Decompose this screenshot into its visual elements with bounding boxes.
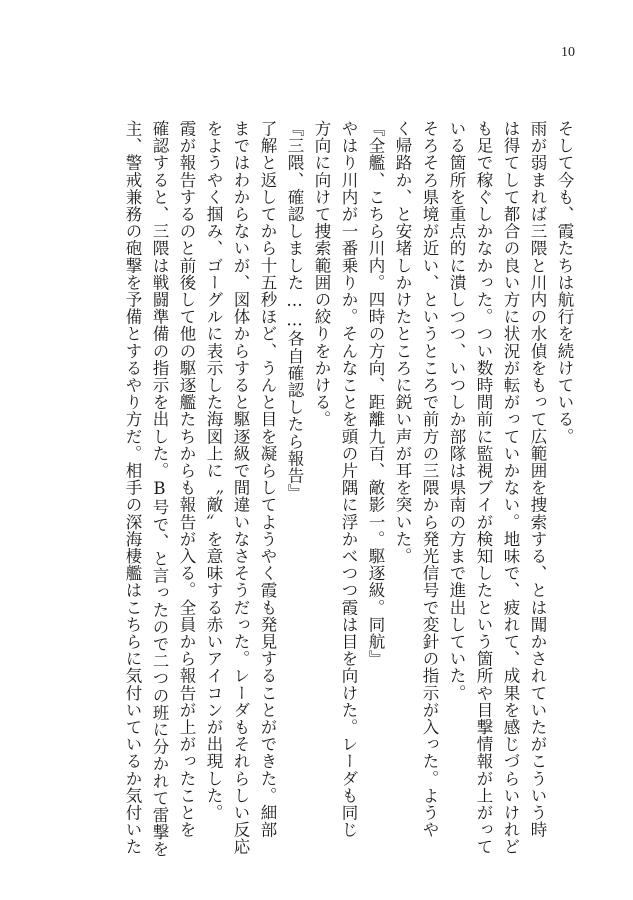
text-line: 雨が弱まれば三隈と川内の水偵をもって広範囲を捜索する、とは聞かされていたがこういう時 [528,120,547,839]
text-line: いる箇所を重点的に潰しつつ、いつしか部隊は県南の方まで進出していた。 [447,120,466,702]
text-line: そして今も、霞たちは航行を続けている。 [555,120,574,445]
text-line: 了解と返してから十五秒ほど、うんと目を凝らしてようやく霞も発見することができた。細部 [258,120,277,839]
text-line: 確認すると、三隈は戦闘準備の指示を出した。B号で、と言ったので二つの班に分かれて雷撃を [150,120,169,858]
page-number: 10 [561,45,575,60]
text-line: まではわからないが、図体からすると駆逐級で間違いなさそうだった。レーダもそれらしい反応 [231,120,250,856]
text-line: 『全艦、こちら川内。四時の方向、距離九百、敵影一。駆逐級。同航』 [366,120,385,668]
text-line: 『三隈、確認しました……各自確認したら報告』 [285,120,304,502]
text-line: 霞が報告するのと前後して他の駆逐艦たちからも報告が入る。全員から報告が上がったことを [177,120,196,839]
text-line: をようやく掴み、ゴーグルに表示した海図上に〝敵〟を意味する赤いアイコンが出現した。 [204,120,223,822]
text-line: 主、警戒兼務の砲撃を予備とするやり方だ。相手の深海棲艦はこちらに気付いているか気付いた [123,120,142,856]
text-line: 方向に向けて捜索範囲の絞りをかける。 [312,120,331,428]
text-line: は得てして都合の良い方に状況が転がっていかない。地味で、疲れて、成果を感じづらいけれど [501,120,520,856]
text-line: そろそろ県境が近い、というところで前方の三隈から発光信号で変針の指示が入った。ようや [420,120,439,839]
text-line: やはり川内が一番乗りか。そんなことを頭の片隅に浮かべつつ霞は目を向けた。レーダも同じ [339,120,358,839]
text-line: も足で稼ぐしかなかった。つい数時間前に監視ブイが検知したという箇所や目撃情報が上がって [474,120,493,856]
body-text [119,120,578,858]
text-line: く帰路か、と安堵しかけたところに鋭い声が耳を突いた。 [393,120,412,565]
